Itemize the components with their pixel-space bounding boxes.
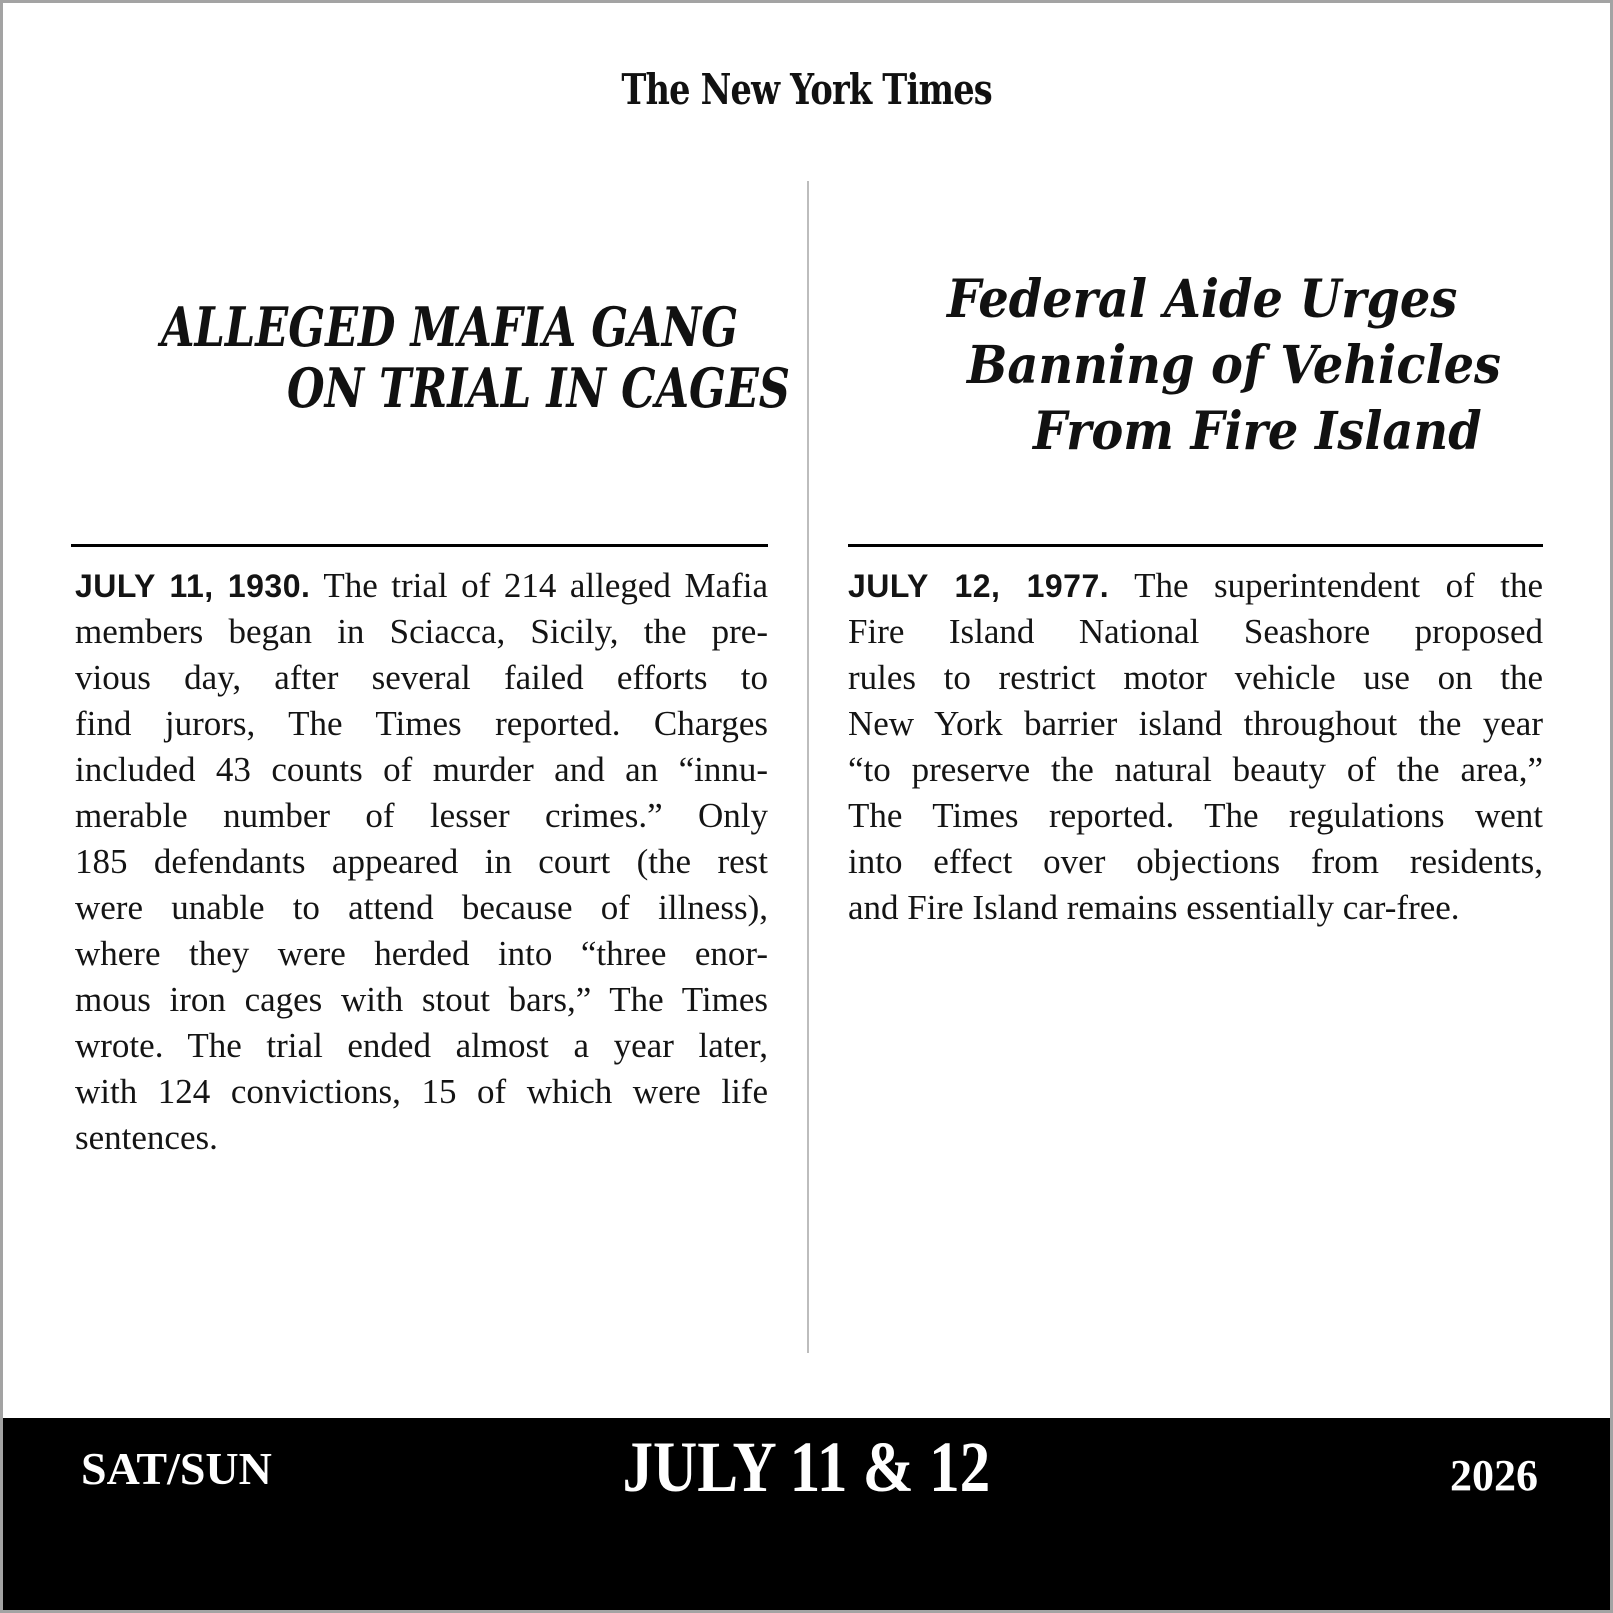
- right-headline-line: Federal Aide Urges: [947, 269, 1458, 330]
- left-article-line: were unable to attend because of illness),: [75, 888, 768, 927]
- left-article-line: vious day, after several failed efforts to: [75, 658, 768, 697]
- right-article-first-line: [848, 563, 1543, 609]
- left-article-body: [75, 563, 768, 1161]
- right-article-lines: [848, 609, 1543, 931]
- left-headline-line: ON TRIAL IN CAGES: [287, 356, 791, 420]
- left-article-line: sentences.: [75, 1118, 218, 1157]
- right-article-first-line-rest: The superintendent of the: [1134, 566, 1543, 605]
- left-article-line: members began in Sciacca, Sicily, the pre-: [75, 612, 768, 651]
- right-headline-line: Banning of Vehicles: [967, 335, 1502, 396]
- right-headline-line: From Fire Island: [1033, 401, 1482, 462]
- right-article-body: [848, 563, 1543, 931]
- right-article-line: and Fire Island remains essentially car-free.: [848, 888, 1460, 927]
- left-article-date: JULY 11, 1930.: [75, 568, 311, 604]
- left-article-line: with 124 convictions, 15 of which were life: [75, 1072, 768, 1111]
- left-article-line: where they were herded into “three enor-: [75, 934, 768, 973]
- footer-year-label: 2026: [1450, 1451, 1538, 1500]
- footer-day-label: SAT/SUN: [81, 1443, 272, 1494]
- right-article-line: New York barrier island throughout the year: [848, 704, 1543, 743]
- right-article-rule: [848, 544, 1543, 547]
- left-article-line: 185 defendants appeared in court (the rest: [75, 842, 768, 881]
- left-article-line: included 43 counts of murder and an “innu-: [75, 750, 768, 789]
- right-article-line: into effect over objections from residents,: [848, 842, 1543, 881]
- left-article-first-line: [75, 563, 768, 609]
- right-article-line: “to preserve the natural beauty of the area,”: [848, 750, 1543, 789]
- masthead: [3, 65, 1610, 114]
- footer-bar: [3, 1418, 1610, 1610]
- left-article-rule: [71, 544, 768, 547]
- left-article-line: merable number of lesser crimes.” Only: [75, 796, 768, 835]
- left-headline: [75, 295, 791, 420]
- right-article-line: The Times reported. The regulations went: [848, 796, 1543, 835]
- left-article-line: find jurors, The Times reported. Charges: [75, 704, 768, 743]
- footer-date-label: JULY 11 & 12: [622, 1427, 991, 1507]
- nyt-logo: The New York Times: [621, 65, 992, 114]
- right-article-line: rules to restrict motor vehicle use on the: [848, 658, 1543, 697]
- left-article-lines: [75, 609, 768, 1161]
- left-article-line: wrote. The trial ended almost a year later,: [75, 1026, 768, 1065]
- right-article-date: JULY 12, 1977.: [848, 568, 1110, 604]
- right-article-line: Fire Island National Seashore proposed: [848, 612, 1543, 651]
- left-article-first-line-rest: The trial of 214 alleged Mafia: [323, 566, 769, 605]
- left-headline-line: ALLEGED MAFIA GANG: [161, 295, 739, 359]
- left-article-line: mous iron cages with stout bars,” The Times: [75, 980, 768, 1019]
- right-headline: [848, 267, 1543, 465]
- footer-date-wrap: [3, 1427, 1610, 1507]
